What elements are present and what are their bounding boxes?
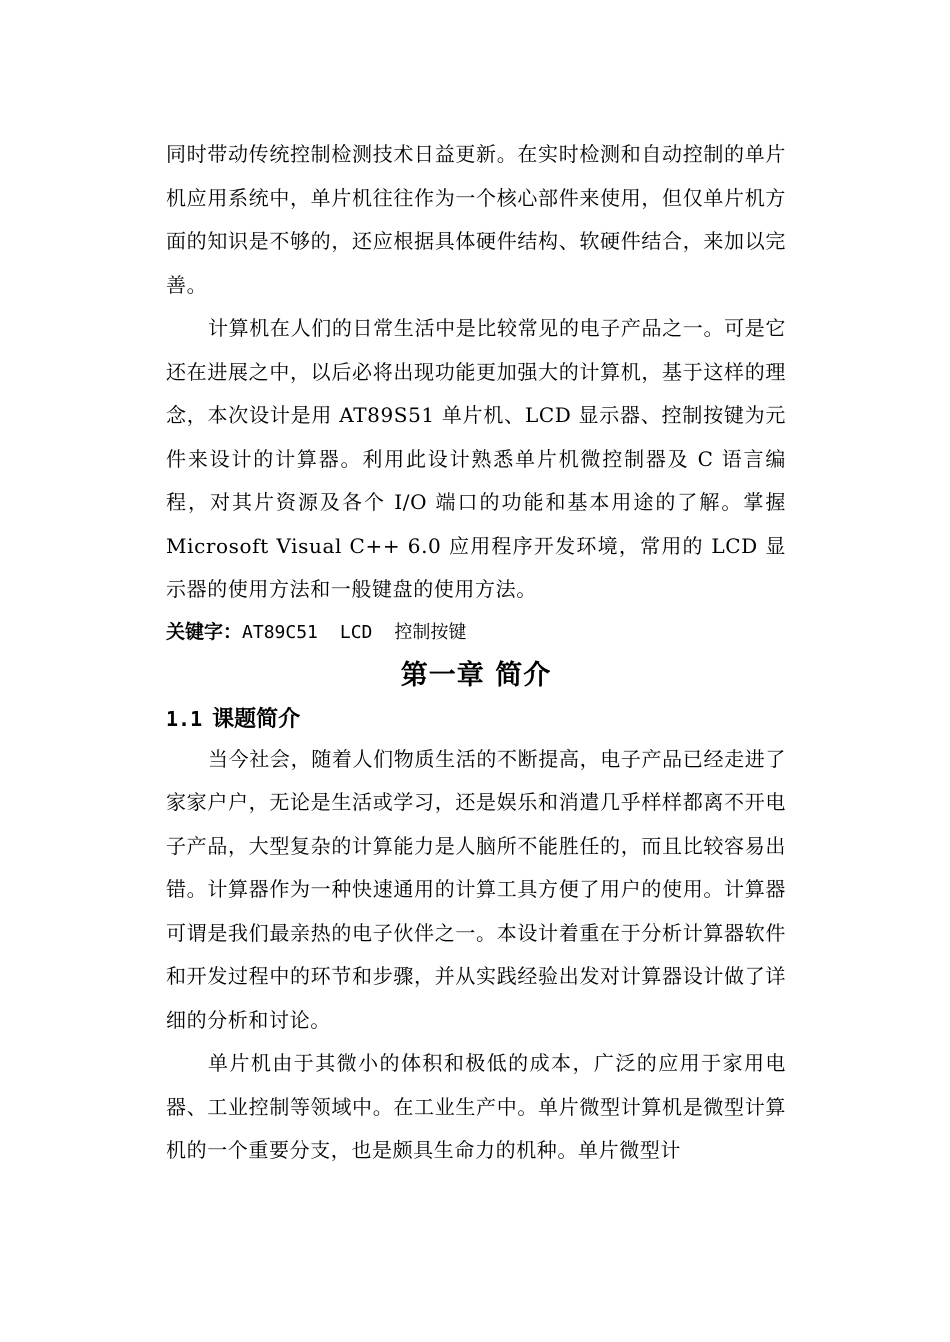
keywords-label: 关键字：	[166, 620, 243, 643]
keyword-item: 控制按键	[394, 621, 467, 643]
page-content	[166, 133, 786, 1173]
section-paragraph-1: 当今社会，随着人们物质生活的不断提高，电子产品已经走进了家家户户，无论是生活或学习，还是娱乐和消遣几乎样样都离不开电子产品，大型复杂的计算能力是人脑所不能胜任的，而且比较容易出错。计算器作为一种快速通用的计算工具方便了用户的使用。计算器可谓是我们最亲热的电子伙伴之一。本设计着重在于分析计算器软件和开发过程中的环节和步骤，并从实践经验出发对计算器设计做了详细的分析和讨论。	[166, 746, 786, 1032]
keyword-item: LCD	[339, 621, 373, 643]
section-title: 课题简介	[212, 705, 301, 732]
section-paragraph-2: 单片机由于其微小的体积和极低的成本，广泛的应用于家用电器、工业控制等领域中。在工业生产中。单片微型计算机是微型计算机的一个重要分支，也是颇具生命力的机种。单片微型计	[166, 1051, 786, 1162]
keywords-line	[166, 612, 786, 652]
chapter-title: 第一章 简介	[400, 659, 552, 691]
intro-paragraph-2: 计算机在人们的日常生活中是比较常见的电子产品之一。可是它还在进展之中，以后必将出现功能更加强大的计算机，基于这样的理念，本次设计是用 AT89S51 单片机、LCD 显示器、控制按键为元件来设计的计算器。利用此设计熟悉单片机微控制器及 C 语言编程，对其片资源及各个 I/O 端口的功能和基本用途的了解。掌握 Microsoft Visual C++ 6.0 应用程序开发环境，常用的 LCD 显示器的使用方法和一般键盘的使用方法。	[166, 316, 786, 601]
section-number: 1.1	[166, 706, 203, 731]
keyword-item: AT89C51	[242, 621, 318, 643]
intro-paragraph-1: 同时带动传统控制检测技术日益更新。在实时检测和自动控制的单片机应用系统中，单片机往往作为一个核心部件来使用，但仅单片机方面的知识是不够的，还应根据具体硬件结构、软硬件结合，来加以完善。	[166, 142, 786, 297]
section-heading	[166, 700, 786, 738]
